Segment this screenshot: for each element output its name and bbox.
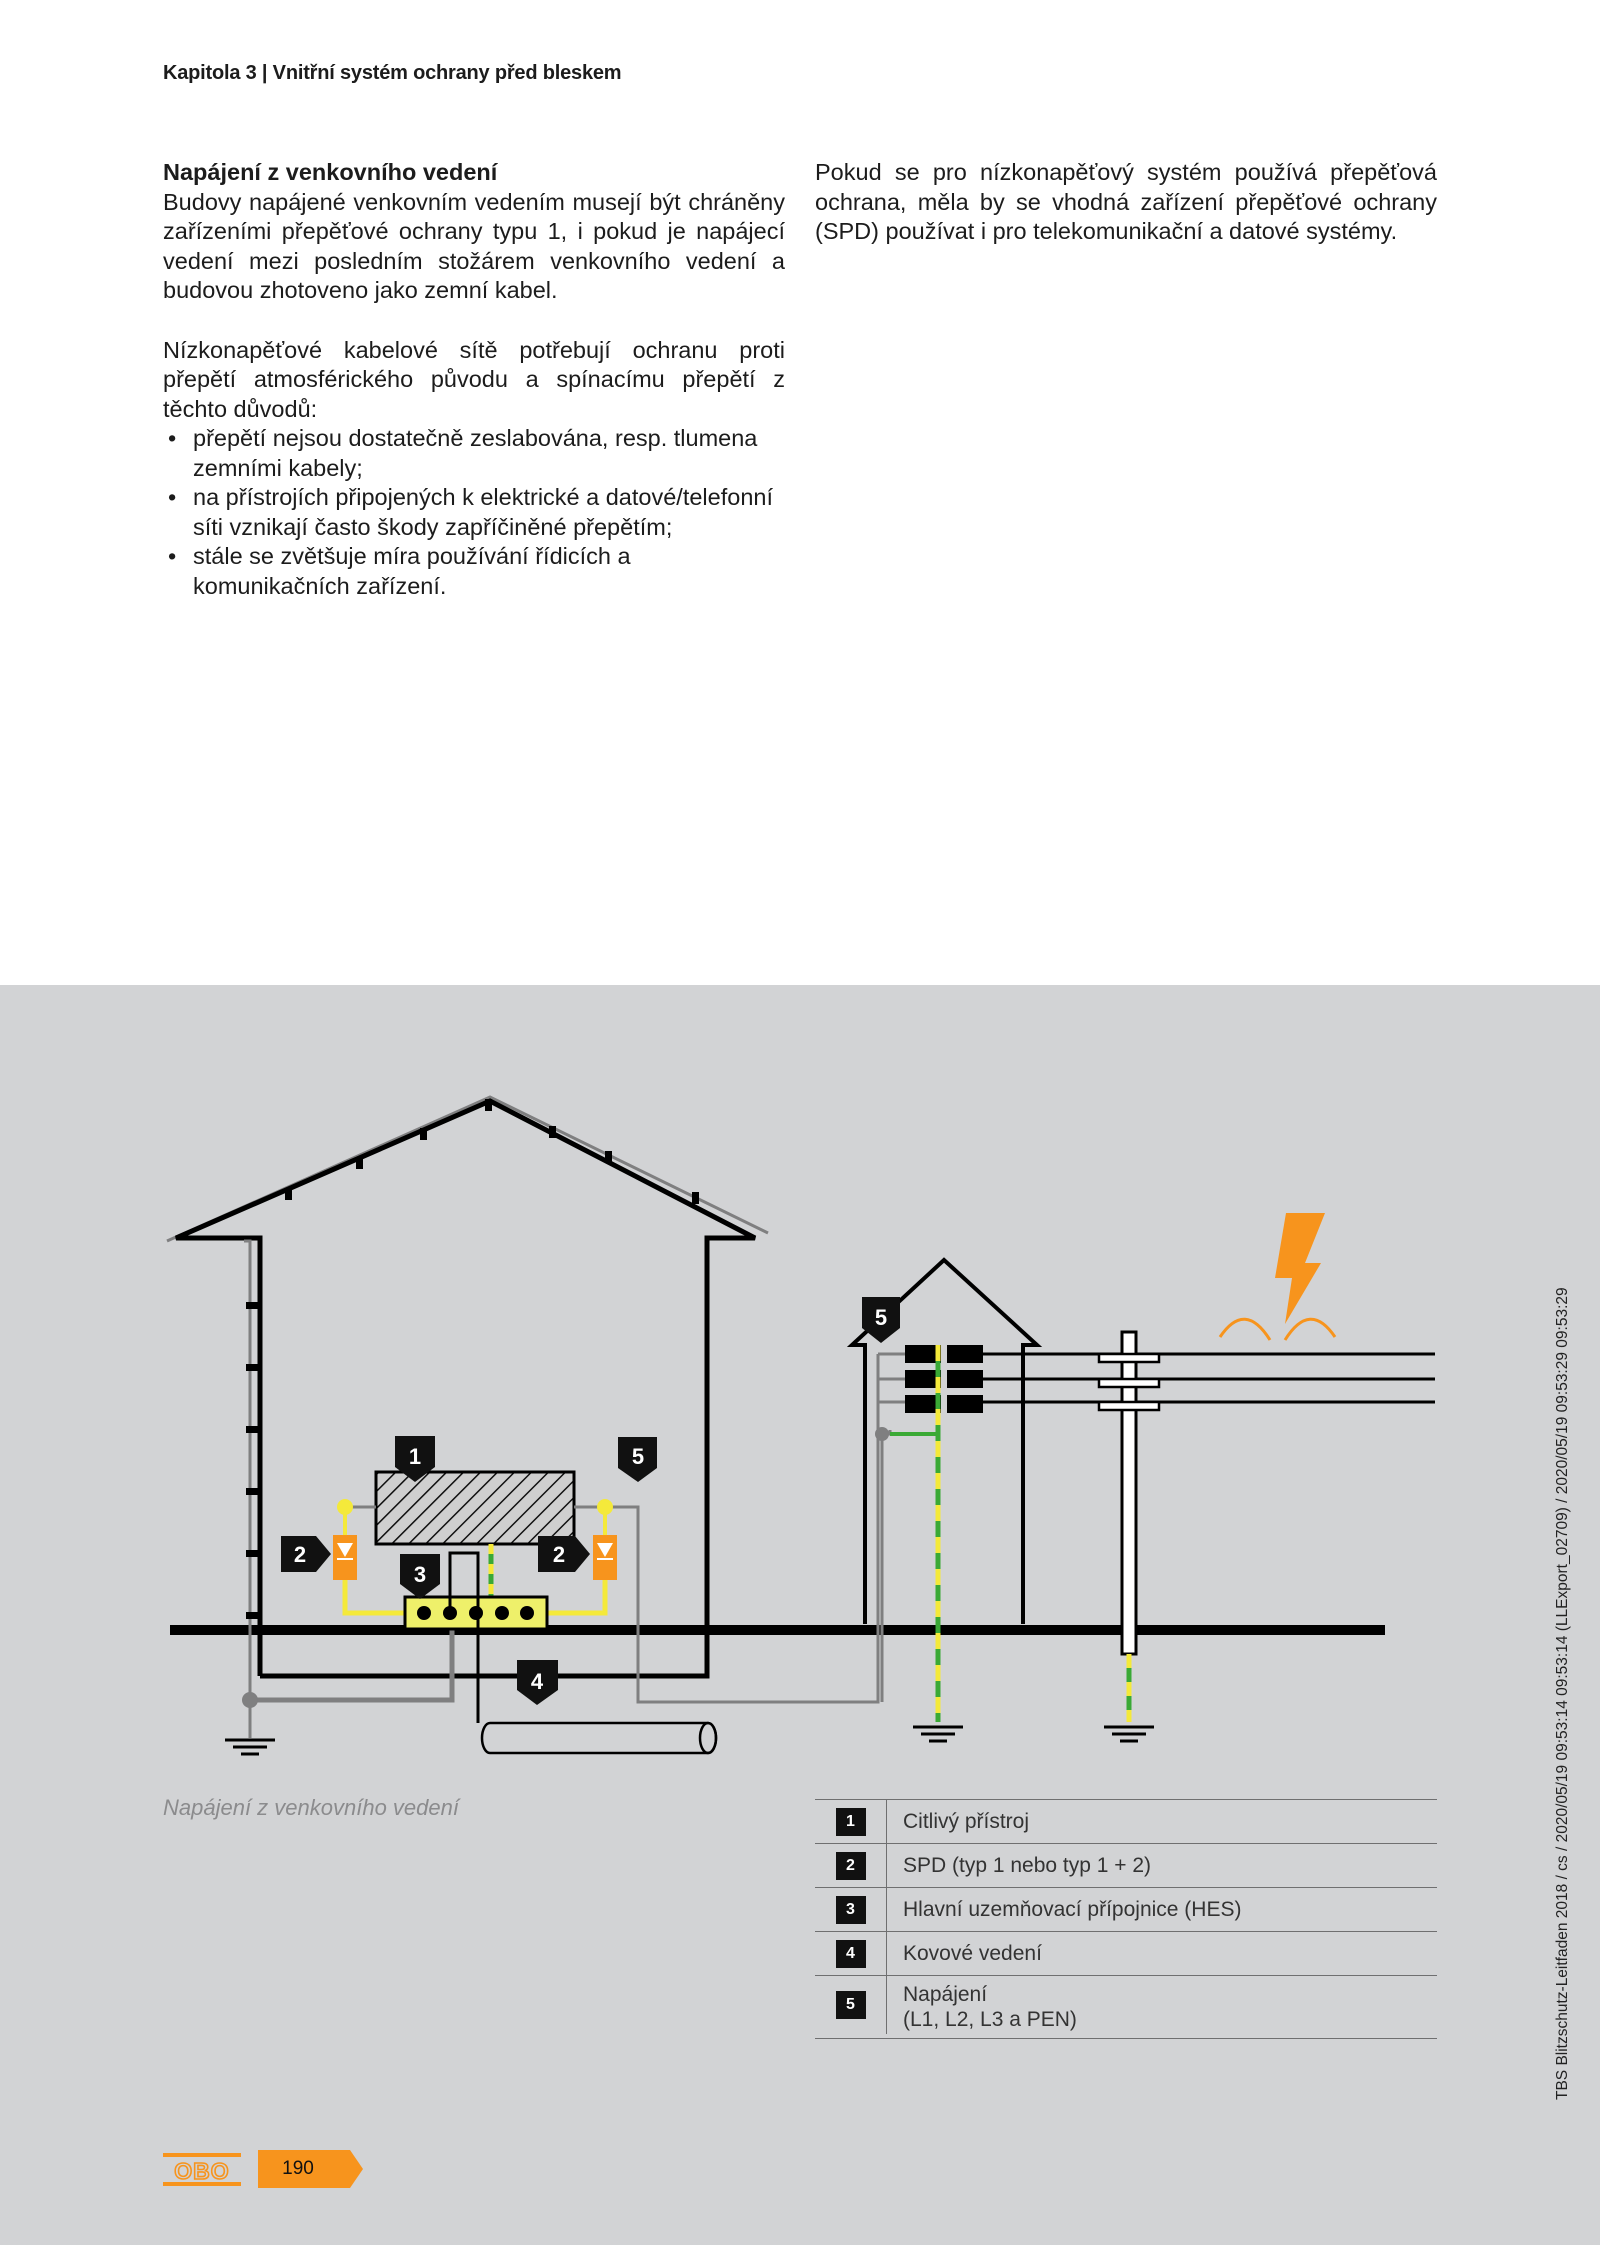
marker-5-house xyxy=(618,1437,657,1482)
svg-text:2: 2 xyxy=(293,1542,307,1567)
sensitive-device xyxy=(376,1472,574,1544)
earth-symbol-pole xyxy=(1104,1727,1154,1741)
legend-label-line: Napájení xyxy=(903,1983,988,2006)
reasons-list-item: • přepětí nejsou dostatečně zeslabována, resp. tlumena zemními kabely; xyxy=(163,424,793,483)
legend-label: SPD (typ 1 nebo typ 1 + 2) xyxy=(903,1854,1152,1877)
figure-legend xyxy=(815,1799,1437,2039)
spd-telecom-paragraph: Pokud se pro nízkonapěťový systém používá přepěťová ochrana, měla by se vhodná zařízení přepěťové ochrany (SPD) používat i pro telekomunikační a datové systémy. xyxy=(815,159,1437,244)
legend-number: 1 xyxy=(836,1808,866,1836)
legend-label xyxy=(887,1976,1077,2038)
svg-text:5: 5 xyxy=(874,1305,888,1330)
lightning-impact-arc-right xyxy=(1285,1319,1335,1340)
lightning-bolt-icon xyxy=(1275,1213,1325,1324)
legend-row xyxy=(815,1932,1437,1976)
pole-crossarms xyxy=(1099,1354,1159,1410)
marker-2-right xyxy=(538,1536,590,1572)
svg-text:2: 2 xyxy=(552,1542,566,1567)
legend-label-line: (L1, L2, L3 a PEN) xyxy=(903,2008,1077,2031)
legend-label: Hlavní uzemňovací přípojnice (HES) xyxy=(903,1898,1242,1921)
legend-row xyxy=(815,1800,1437,1844)
down-conductor-clamps xyxy=(246,1302,258,1619)
legend-row xyxy=(815,1888,1437,1932)
svg-text:1: 1 xyxy=(408,1444,422,1469)
legend-number: 3 xyxy=(836,1896,866,1924)
obo-logo xyxy=(163,2153,241,2187)
left-text-column xyxy=(163,158,785,601)
air-terminals xyxy=(285,1099,699,1204)
earth-symbol-station xyxy=(913,1727,963,1741)
marker-3 xyxy=(400,1554,440,1599)
house-roof-outline xyxy=(167,1097,768,1241)
legend-row xyxy=(815,1844,1437,1888)
lightning-impact-arc-left xyxy=(1220,1319,1270,1340)
reasons-list-item: • na přístrojích připojených k elektrické a datové/telefonní síti vznikají často škody zapříčiněné přepětím; xyxy=(163,483,793,542)
earth-symbol-left xyxy=(225,1740,275,1754)
chapter-header: Kapitola 3 | Vnitřní systém ochrany před bleskem xyxy=(163,62,622,84)
overhead-supply-diagram xyxy=(0,985,1600,1785)
legend-row xyxy=(815,1976,1437,2039)
transformer-terminals xyxy=(905,1345,983,1413)
legend-label: Citlivý přístroj xyxy=(903,1810,1030,1833)
svg-text:5: 5 xyxy=(631,1444,645,1469)
marker-5-station xyxy=(862,1297,900,1343)
svg-text:4: 4 xyxy=(530,1669,544,1694)
legend-number: 2 xyxy=(836,1852,866,1880)
reasons-list xyxy=(163,424,785,601)
reasons-list-item: • stále se zvětšuje míra používání řídicích a komunikačních zařízení. xyxy=(163,542,793,601)
page-number: 190 xyxy=(282,2158,314,2179)
overhead-line-conductors xyxy=(983,1354,1435,1402)
reasons-paragraph: Nízkonapěťové kabelové sítě potřebují ochranu proti přepětí atmosférického původu a spínacímu přepětí z těchto důvodů: xyxy=(163,336,785,422)
legend-number: 4 xyxy=(836,1940,866,1968)
svg-text:OBO: OBO xyxy=(174,2158,230,2184)
marker-4 xyxy=(517,1660,558,1705)
intro-paragraph: Budovy napájené venkovním vedením musejí být chráněny zařízeními přepěťové ochrany typu 1, i pokud je napájecí vedení mezi posledním stožárem venkovního vedení a budovou zhotoveno jako zemní kabel. xyxy=(163,188,785,303)
svg-text:3: 3 xyxy=(413,1562,427,1587)
print-metadata-vertical: TBS Blitzschutz-Leitfaden 2018 / cs / 2020/05/19 09:53:14 09:53:14 (LLExport_02709) / 2020/05/19 09:53:29 09:53:29 xyxy=(1554,1287,1571,2100)
marker-2-left xyxy=(281,1536,331,1572)
section-heading: Napájení z venkovního vedení xyxy=(163,159,498,185)
figure-caption: Napájení z venkovního vedení xyxy=(163,1795,459,1820)
metal-pipe xyxy=(482,1723,716,1753)
transformer-bus-gray xyxy=(878,1354,905,1430)
house-outline xyxy=(176,1101,755,1676)
right-text-column xyxy=(815,158,1437,247)
legend-number: 5 xyxy=(836,1991,866,2019)
legend-label: Kovové vedení xyxy=(903,1942,1042,1965)
